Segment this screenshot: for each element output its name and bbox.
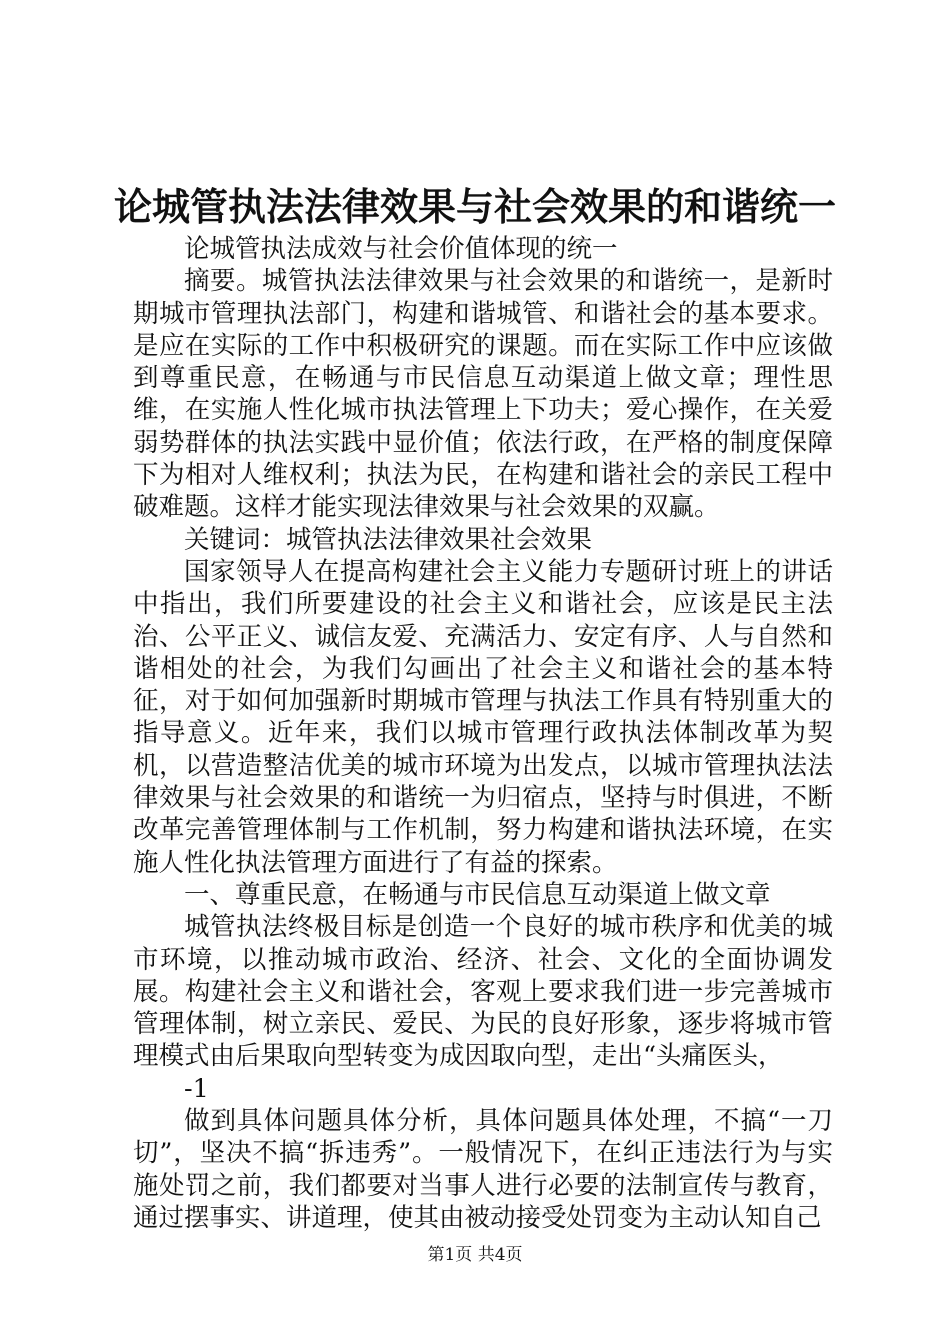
document-body bbox=[133, 233, 833, 1234]
document-title: 论城管执法法律效果与社会效果的和谐统一 bbox=[113, 184, 836, 229]
body-paragraph: 国家领导人在提高构建社会主义能力专题研讨班上的讲话中指出，我们所要建设的社会主义和谐社会，应该是民主法治、公平正义、诚信友爱、充满活力、安定有序、人与自然和谐相处的社会，为我们勾画出了社会主义和谐社会的基本特征，对于如何加强新时期城市管理与执法工作具有特别重大的指导意义。近年来，我们以城市管理行政执法体制改革为契机，以营造整洁优美的城市环境为出发点，以城市管理执法法律效果与社会效果的和谐统一为归宿点，坚持与时俱进，不断改革完善管理体制与工作机制，努力构建和谐执法环境，在实施人性化执法管理方面进行了有益的探索。 bbox=[133, 556, 833, 878]
page-marker: -1 bbox=[184, 1073, 209, 1104]
page-footer: 第1页 共4页 bbox=[427, 1245, 523, 1265]
keywords-paragraph: 关键词：城管执法法律效果社会效果 bbox=[184, 524, 593, 555]
section-heading: 一、尊重民意，在畅通与市民信息互动渠道上做文章 bbox=[184, 879, 771, 910]
abstract-paragraph: 摘要。城管执法法律效果与社会效果的和谐统一，是新时期城市管理执法部门，构建和谐城管、和谐社会的基本要求。是应在实际的工作中积极研究的课题。而在实际工作中应该做到尊重民意，在畅通与市民信息互动渠道上做文章；理性思维，在实施人性化城市执法管理上下功夫；爱心操作，在关爱弱势群体的执法实践中显价值；依法行政，在严格的制度保障下为相对人维权利；执法为民，在构建和谐社会的亲民工程中破难题。这样才能实现法律效果与社会效果的双赢。 bbox=[133, 266, 833, 523]
subtitle-paragraph: 论城管执法成效与社会价值体现的统一 bbox=[184, 234, 618, 264]
continuation-paragraph: 做到具体问题具体分析，具体问题具体处理，不搞“一刀切”，坚决不搞“拆违秀”。一般情况下，在纠正违法行为与实施处罚之前，我们都要对当事人进行必要的法制宣传与教育，通过摆事实、讲道理，使其由被动接受处罚变为主动认知自己 bbox=[133, 1106, 833, 1233]
body-paragraph: 城管执法终极目标是创造一个良好的城市秩序和优美的城市环境，以推动城市政治、经济、社会、文化的全面协调发展。构建社会主义和谐社会，客观上要求我们进一步完善城市管理体制，树立亲民、爱民、为民的良好形象，逐步将城市管理模式由后果取向型转变为成因取向型，走出“头痛医头， bbox=[133, 912, 833, 1072]
